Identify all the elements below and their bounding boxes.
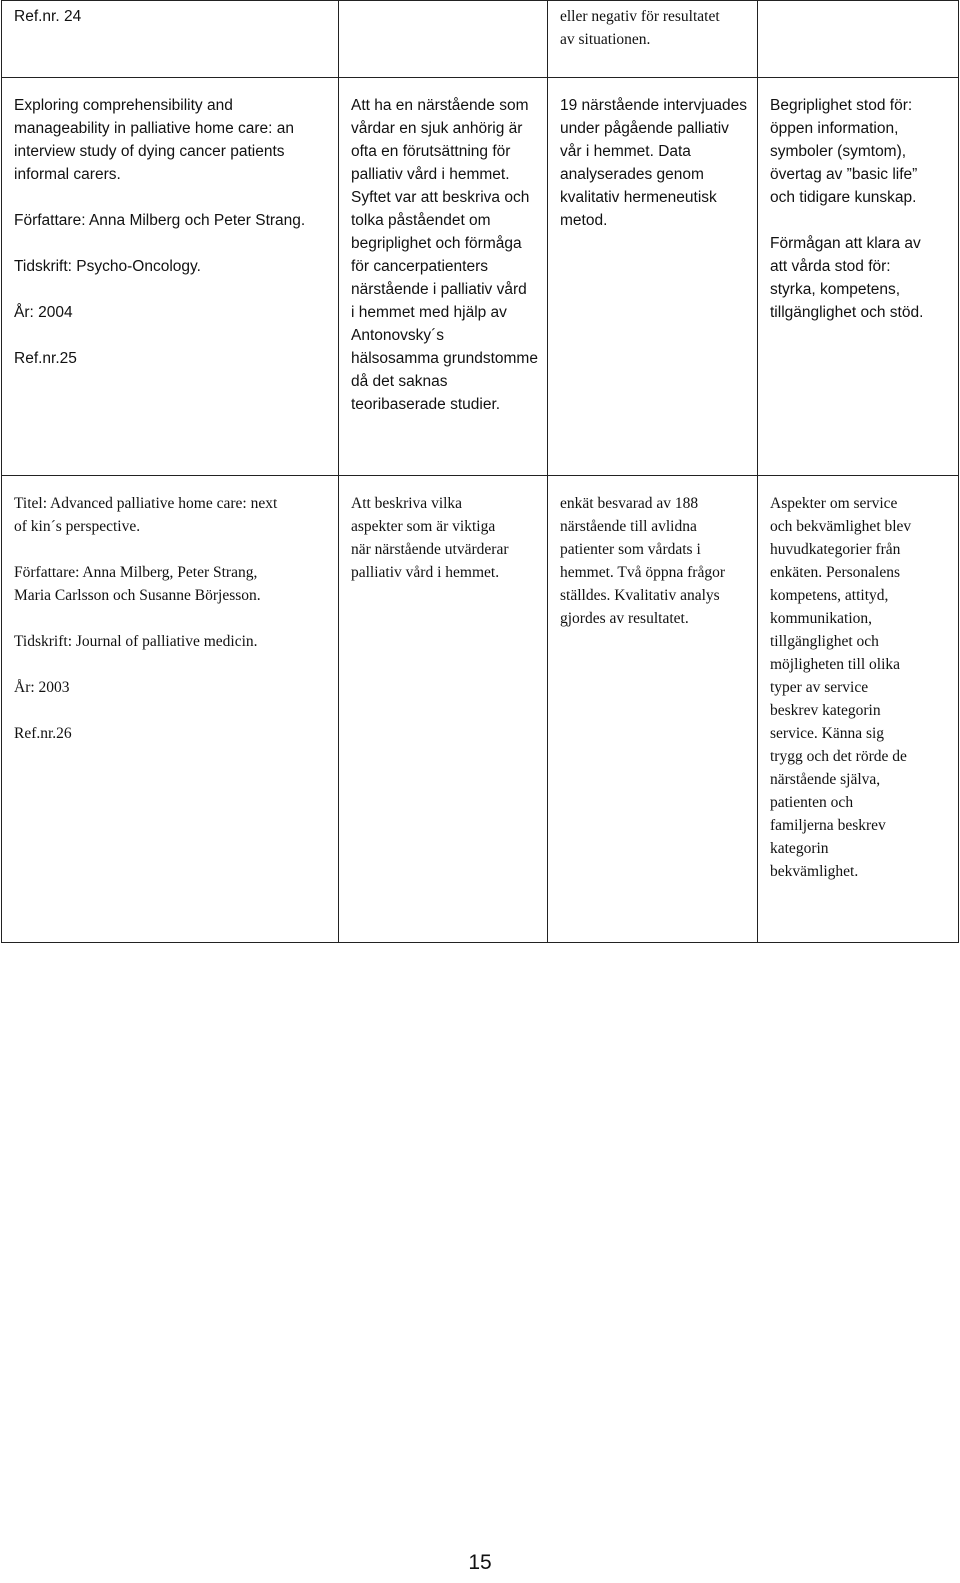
- purpose-text: Att beskriva vilka aspekter som är viktiga när närstående utvärderar palliativ vård i hemmet.: [351, 495, 509, 581]
- study-info-cell: [2, 78, 339, 476]
- method-text: enkät besvarad av 188 närstående till avlidna patienter som vårdats i hemmet. Två öppna frågor ställdes. Kvalitativ analys gjordes av resultatet.: [560, 495, 725, 627]
- study-journal: Tidskrift: Psycho-Oncology.: [14, 258, 201, 275]
- table-row: [2, 476, 959, 943]
- study-authors: Författare: Anna Milberg, Peter Strang, Maria Carlsson och Susanne Börjesson.: [14, 564, 261, 604]
- study-journal: Tidskrift: Journal of palliative medicin.: [14, 633, 258, 650]
- table-row: [2, 1, 959, 78]
- result-paragraph: Förmågan att klara av att vårda stod för: styrka, kompetens, tillgänglighet och stöd.: [770, 235, 924, 321]
- study-year: År: 2003: [14, 679, 70, 696]
- result-cell: [758, 78, 959, 476]
- study-title: Exploring comprehensibility and manageability in palliative home care: an interview study of dying cancer patients informal carers.: [14, 97, 295, 183]
- method-text: eller negativ för resultatet av situationen.: [560, 8, 720, 48]
- study-authors: Författare: Anna Milberg och Peter Strang.: [14, 212, 306, 229]
- result-paragraph: Begriplighet stod för: öppen information, symboler (symtom), övertag av ”basic life” och tidigare kunskap.: [770, 97, 918, 206]
- purpose-cell: [339, 476, 548, 943]
- result-text: Aspekter om service och bekvämlighet blev huvudkategorier från enkäten. Personalens kompetens, attityd, kommunikation, tillgänglighet och möjligheten till olika typer av service beskrev kategorin service. Känna sig trygg och det rörde de närstående själva, patienten och familjerna beskrev kategorin bekvämlighet.: [770, 495, 912, 880]
- purpose-cell: [339, 78, 548, 476]
- study-ref: Ref.nr.26: [14, 725, 72, 742]
- result-cell: [758, 1, 959, 78]
- method-cell: [548, 1, 758, 78]
- ref-cell: [2, 1, 339, 78]
- method-cell: [548, 476, 758, 943]
- study-info-cell: [2, 476, 339, 943]
- study-year: År: 2004: [14, 304, 73, 321]
- method-cell: [548, 78, 758, 476]
- study-title: Titel: Advanced palliative home care: next of kin´s perspective.: [14, 495, 278, 535]
- studies-table: [1, 0, 959, 943]
- purpose-text: Att ha en närstående som vårdar en sjuk anhörig är ofta en förutsättning för palliativ vård i hemmet. Syftet var att beskriva och tolka påståendet om begriplighet och förmåga för cancerpatienters närstående i palliativ vård i hemmet med hjälp av Antonovsky´s hälsosamma grundstomme då det saknas teoribaserade studier.: [351, 97, 538, 413]
- purpose-cell: [339, 1, 548, 78]
- page-number: 15: [468, 1551, 492, 1574]
- table-row: [2, 78, 959, 476]
- result-cell: [758, 476, 959, 943]
- method-text: 19 närstående intervjuades under pågående palliativ vår i hemmet. Data analyserades genom kvalitativ hermeneutisk metod.: [560, 97, 747, 229]
- study-ref: Ref.nr.25: [14, 350, 77, 367]
- ref-number: Ref.nr. 24: [14, 8, 82, 25]
